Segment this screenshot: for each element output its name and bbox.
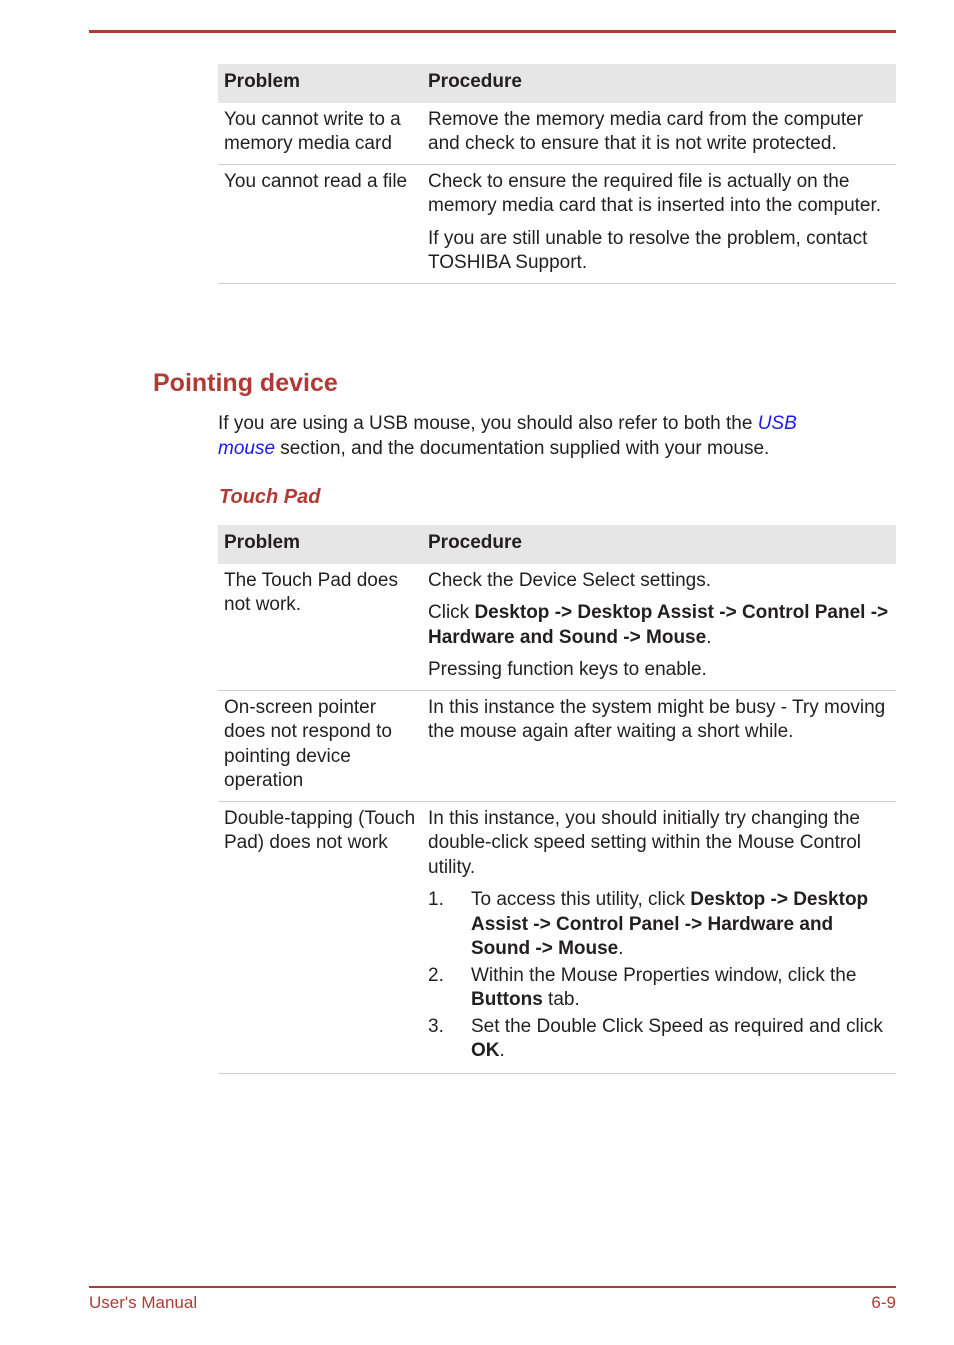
table-row bbox=[218, 164, 896, 283]
table-row bbox=[218, 801, 896, 1073]
menu-path: Desktop -> Desktop Assist -> Control Panel -> Hardware and Sound -> Mouse bbox=[428, 602, 889, 648]
procedure-text: In this instance, you should initially try changing the double-click speed setting within the Mouse Control utility. bbox=[428, 807, 862, 878]
list-item bbox=[428, 1015, 890, 1064]
procedure-cell bbox=[422, 164, 896, 283]
step-text: To access this utility, click bbox=[471, 889, 691, 910]
procedure-cell bbox=[422, 564, 896, 691]
procedure-text: Check the Device Select settings. bbox=[428, 569, 712, 591]
memory-card-problem-table bbox=[218, 64, 896, 284]
steps-list bbox=[428, 888, 890, 1064]
problem-cell: The Touch Pad does not work. bbox=[218, 564, 422, 691]
procedure-text: In this instance the system might be busy - Try moving the mouse again after waiting a short while. bbox=[428, 696, 886, 742]
step-text: . bbox=[618, 938, 624, 959]
list-item bbox=[428, 888, 890, 962]
table-row bbox=[218, 690, 896, 801]
problem-column-header: Problem bbox=[218, 64, 422, 103]
tab-name: Buttons bbox=[471, 989, 543, 1010]
usb-mouse-link[interactable]: USB mouse bbox=[218, 413, 797, 459]
step-text: Within the Mouse Properties window, click the bbox=[471, 964, 857, 986]
step-number: 2. bbox=[428, 964, 444, 986]
procedure-cell bbox=[422, 103, 896, 165]
footer-manual-title: User's Manual bbox=[89, 1293, 198, 1312]
step-number: 3. bbox=[428, 1015, 444, 1037]
step-text: . bbox=[499, 1040, 505, 1061]
procedure-text: Pressing function keys to enable. bbox=[428, 659, 707, 680]
procedure-text bbox=[428, 601, 890, 650]
footer-rule bbox=[89, 1286, 896, 1288]
procedure-text: If you are still unable to resolve the problem, contact TOSHIBA Support. bbox=[428, 227, 868, 273]
intro-paragraph bbox=[218, 412, 858, 461]
step-number: 1. bbox=[428, 889, 444, 910]
procedure-column-header: Procedure bbox=[422, 64, 896, 103]
menu-path: Desktop -> Desktop Assist -> Control Panel -> Hardware and Sound -> Mouse bbox=[471, 889, 869, 959]
intro-text: section, and the documentation supplied with your mouse. bbox=[275, 437, 770, 459]
problem-cell: You cannot write to a memory media card bbox=[218, 103, 422, 165]
section-title: Pointing device bbox=[153, 369, 338, 397]
table-row bbox=[218, 564, 896, 691]
problem-cell: On-screen pointer does not respond to pointing device operation bbox=[218, 690, 422, 801]
procedure-text: Remove the memory media card from the computer and check to ensure that it is not write protected. bbox=[428, 108, 864, 154]
procedure-text-part: Click bbox=[428, 602, 475, 623]
subsection-title: Touch Pad bbox=[219, 486, 321, 508]
footer-page-number: 6-9 bbox=[871, 1293, 896, 1312]
procedure-text-part: . bbox=[706, 626, 712, 648]
header-rule bbox=[89, 30, 896, 33]
procedure-cell bbox=[422, 690, 896, 801]
table-header-row bbox=[218, 525, 896, 564]
list-item bbox=[428, 964, 890, 1013]
problem-cell: Double-tapping (Touch Pad) does not work bbox=[218, 801, 422, 1073]
touch-pad-problem-table bbox=[218, 525, 896, 1074]
step-text: tab. bbox=[542, 989, 580, 1010]
problem-column-header: Problem bbox=[218, 525, 422, 564]
table-header-row bbox=[218, 64, 896, 103]
procedure-text: Check to ensure the required file is actually on the memory media card that is inserted into the computer. bbox=[428, 170, 882, 216]
problem-cell: You cannot read a file bbox=[218, 164, 422, 283]
step-text: Set the Double Click Speed as required and click bbox=[471, 1015, 883, 1037]
button-name: OK bbox=[471, 1040, 500, 1061]
table-row bbox=[218, 103, 896, 165]
intro-text: If you are using a USB mouse, you should also refer to both the bbox=[218, 413, 758, 434]
procedure-cell bbox=[422, 801, 896, 1073]
procedure-column-header: Procedure bbox=[422, 525, 896, 564]
